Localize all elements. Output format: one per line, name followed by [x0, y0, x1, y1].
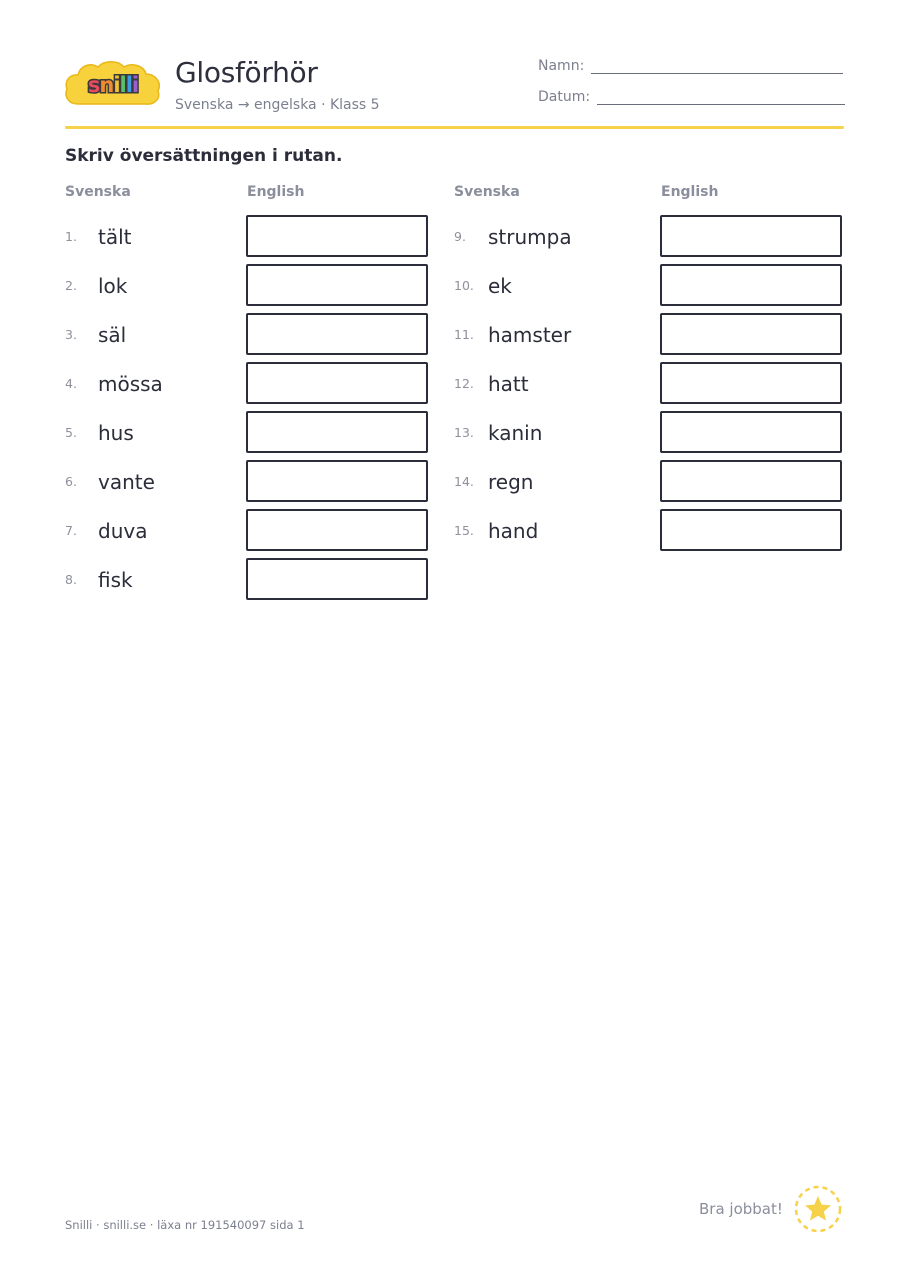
- page-subtitle: Svenska → engelska · Klass 5: [175, 97, 380, 113]
- swedish-word: fisk: [98, 568, 133, 592]
- name-label: Namn:: [538, 58, 585, 74]
- instruction: Skriv översättningen i rutan.: [65, 146, 343, 166]
- answer-box[interactable]: [246, 215, 428, 257]
- star-icon: [794, 1185, 842, 1233]
- svg-text:snilli: snilli: [87, 73, 139, 97]
- vocab-item: [454, 215, 660, 257]
- item-number: 11.: [454, 327, 474, 342]
- vocab-item: [65, 460, 246, 502]
- swedish-word: tält: [98, 225, 132, 249]
- answer-box[interactable]: [660, 313, 842, 355]
- vocab-item: [65, 215, 246, 257]
- vocab-item: [454, 509, 660, 551]
- vocab-item: [454, 362, 660, 404]
- vocab-item: [65, 509, 246, 551]
- swedish-word: hus: [98, 421, 134, 445]
- date-line[interactable]: [597, 90, 845, 105]
- vocab-item: [454, 264, 660, 306]
- swedish-word: hatt: [488, 372, 529, 396]
- praise-text: Bra jobbat!: [699, 1200, 783, 1218]
- item-number: 12.: [454, 376, 474, 391]
- swedish-word: hand: [488, 519, 539, 543]
- vocab-item: [454, 460, 660, 502]
- footer-info: Snilli · snilli.se · läxa nr 191540097 sida 1: [65, 1218, 305, 1232]
- name-field[interactable]: [538, 58, 843, 74]
- name-line[interactable]: [591, 59, 843, 74]
- swedish-word: vante: [98, 470, 155, 494]
- column-header-english-right: English: [661, 184, 719, 200]
- date-label: Datum:: [538, 89, 591, 105]
- snilli-logo: [64, 58, 162, 110]
- column-header-english-left: English: [247, 184, 305, 200]
- answer-box[interactable]: [660, 460, 842, 502]
- vocab-item: [65, 362, 246, 404]
- answer-box[interactable]: [660, 215, 842, 257]
- item-number: 5.: [65, 425, 77, 440]
- swedish-word: ek: [488, 274, 512, 298]
- vocab-item: [65, 558, 246, 600]
- page-title: Glosförhör: [175, 56, 318, 89]
- column-header-svenska-left: Svenska: [65, 184, 131, 200]
- swedish-word: lok: [98, 274, 128, 298]
- answer-box[interactable]: [246, 313, 428, 355]
- item-number: 10.: [454, 278, 474, 293]
- date-field[interactable]: [538, 89, 845, 105]
- item-number: 15.: [454, 523, 474, 538]
- vocab-item: [65, 313, 246, 355]
- answer-box[interactable]: [246, 509, 428, 551]
- answer-box[interactable]: [660, 362, 842, 404]
- vocab-item: [454, 411, 660, 453]
- vocab-item: [65, 264, 246, 306]
- swedish-word: mössa: [98, 372, 163, 396]
- answer-box[interactable]: [246, 460, 428, 502]
- answer-box[interactable]: [660, 411, 842, 453]
- swedish-word: kanin: [488, 421, 543, 445]
- answer-box[interactable]: [660, 509, 842, 551]
- swedish-word: säl: [98, 323, 127, 347]
- item-number: 7.: [65, 523, 77, 538]
- item-number: 2.: [65, 278, 77, 293]
- vocab-item: [454, 313, 660, 355]
- header-divider: [65, 126, 844, 129]
- vocab-item: [65, 411, 246, 453]
- answer-box[interactable]: [660, 264, 842, 306]
- answer-box[interactable]: [246, 362, 428, 404]
- swedish-word: hamster: [488, 323, 572, 347]
- item-number: 6.: [65, 474, 77, 489]
- answer-box[interactable]: [246, 558, 428, 600]
- item-number: 14.: [454, 474, 474, 489]
- swedish-word: strumpa: [488, 225, 572, 249]
- answer-box[interactable]: [246, 264, 428, 306]
- swedish-word: duva: [98, 519, 148, 543]
- swedish-word: regn: [488, 470, 534, 494]
- answer-box[interactable]: [246, 411, 428, 453]
- item-number: 3.: [65, 327, 77, 342]
- item-number: 13.: [454, 425, 474, 440]
- item-number: 9.: [454, 229, 466, 244]
- item-number: 8.: [65, 572, 77, 587]
- item-number: 4.: [65, 376, 77, 391]
- item-number: 1.: [65, 229, 77, 244]
- column-header-svenska-right: Svenska: [454, 184, 520, 200]
